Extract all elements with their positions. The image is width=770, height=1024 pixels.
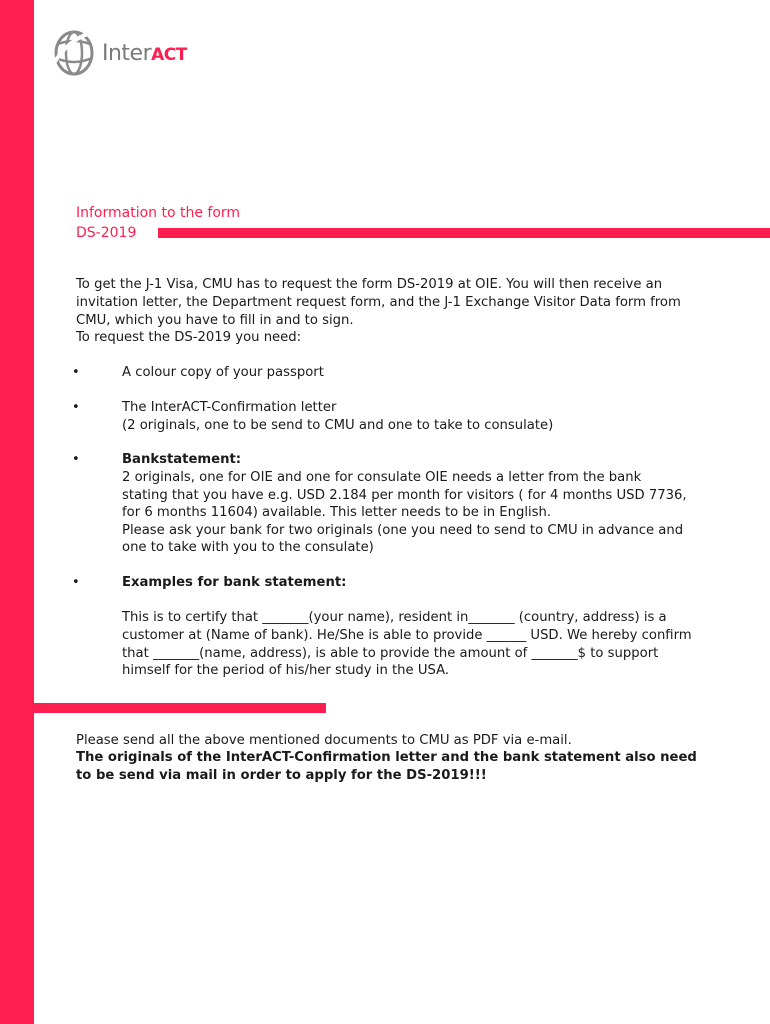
bullet-marker: •	[72, 452, 80, 467]
logo-text-inter: Inter	[102, 41, 152, 66]
logo-wordmark	[102, 41, 187, 68]
bullet-marker: •	[72, 575, 80, 590]
list-item-bank-text: Please ask your bank for two originals (one you need to send to CMU in advance and	[122, 523, 684, 538]
list-item-bank-text: one to take with you to the consulate)	[122, 540, 374, 555]
example-text: himself for the period of his/her study in the USA.	[122, 663, 450, 678]
heading-divider	[158, 228, 770, 238]
list-item-confirmation-title: The InterACT-Confirmation letter	[122, 400, 337, 415]
logo-text-act: ACT	[151, 45, 187, 65]
bullet-marker: •	[72, 365, 80, 380]
bullet-marker: •	[72, 400, 80, 415]
list-item-bank-text: stating that you have e.g. USD 2.184 per month for visitors ( for 4 months USD 7736,	[122, 488, 687, 503]
globe-icon	[50, 26, 100, 80]
intro-line: To get the J-1 Visa, CMU has to request the form DS-2019 at OIE. You will then receive an	[76, 277, 663, 292]
list-item-passport: A colour copy of your passport	[122, 365, 324, 380]
list-item-bank-text: for 6 months 11604) available. This letter needs to be in English.	[122, 505, 552, 520]
footer-important-text: to be send via mail in order to apply for the DS-2019!!!	[76, 768, 487, 783]
intro-line: To request the DS-2019 you need:	[76, 330, 302, 345]
intro-line: CMU, which you have to fill in and to sign.	[76, 313, 354, 328]
interact-logo	[50, 26, 210, 80]
list-item-bank-text: 2 originals, one for OIE and one for consulate OIE needs a letter from the bank	[122, 470, 642, 485]
list-item-confirmation-detail: (2 originals, one to be send to CMU and one to take to consulate)	[122, 418, 554, 433]
section-divider	[34, 703, 326, 713]
left-accent-bar	[0, 0, 34, 1024]
footer-text: Please send all the above mentioned documents to CMU as PDF via e-mail.	[76, 733, 572, 748]
example-text: customer at (Name of bank). He/She is able to provide ______ USD. We hereby confirm	[122, 628, 692, 643]
list-item-bank-title: Bankstatement:	[122, 452, 242, 467]
example-text: This is to certify that _______(your name), resident in_______ (country, address) is a	[122, 610, 667, 625]
document-heading: Information to the form	[76, 205, 241, 221]
example-text: that _______(name, address), is able to provide the amount of _______$ to support	[122, 646, 659, 661]
document-form-name: DS-2019	[76, 225, 137, 241]
intro-line: invitation letter, the Department request form, and the J-1 Exchange Visitor Data form from	[76, 295, 681, 310]
footer-important-text: The originals of the InterACT-Confirmation letter and the bank statement also need	[76, 750, 697, 765]
list-item-examples-title: Examples for bank statement:	[122, 575, 347, 590]
